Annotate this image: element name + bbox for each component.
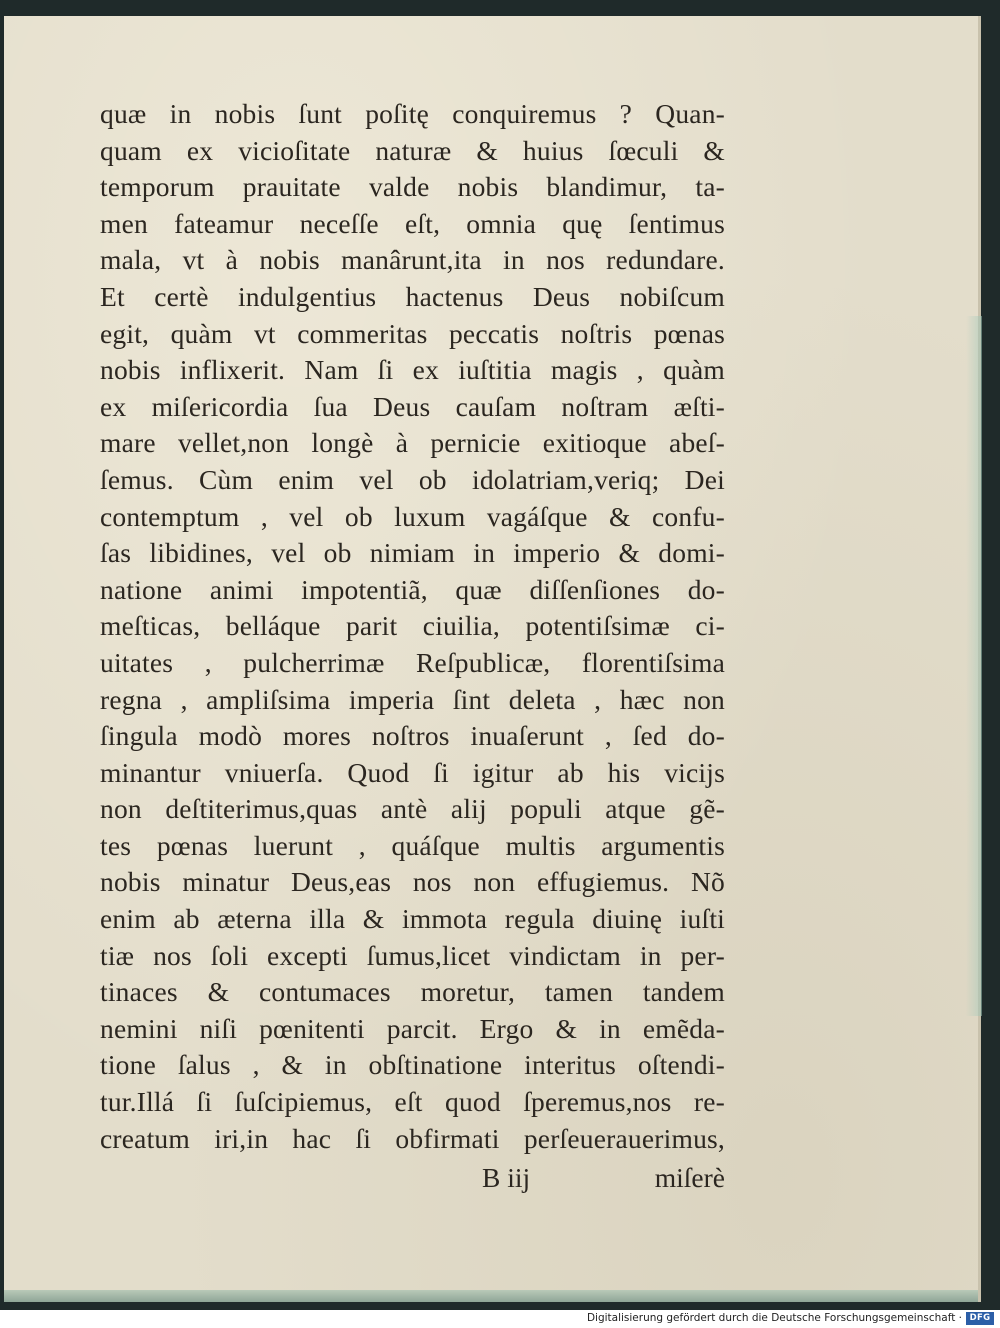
text-line: men fateamur neceſſe eſt, omnia quę ſentimus bbox=[100, 207, 725, 239]
text-line: mare vellet,non longè à pernicie exitioque abeſ- bbox=[100, 427, 725, 459]
text-line: nobis inflixerit. Nam ſi ex iuſtitia magis , quàm bbox=[100, 354, 725, 386]
text-line: contemptum , vel ob luxum vagáſque & confu- bbox=[100, 500, 725, 532]
text-line: ſemus. Cùm enim vel ob idolatriam,veriq; Dei bbox=[100, 463, 725, 495]
signature-mark: B iij bbox=[482, 1162, 531, 1193]
digitization-footer bbox=[0, 1310, 1000, 1328]
text-line: quæ in nobis ſunt poſitę conquiremus ? Quan- bbox=[100, 98, 725, 129]
text-line: nobis minatur Deus,eas nos non effugiemus. Nõ bbox=[100, 866, 725, 898]
text-line: tes pœnas luerunt , quáſque multis argumentis bbox=[100, 829, 725, 861]
text-line: ex miſericordia ſua Deus cauſam noſtram æſti- bbox=[100, 390, 725, 422]
text-line: ſas libidines, vel ob nimiam in imperio & domi- bbox=[100, 537, 725, 569]
text-line: natione animi impotentiã, quæ diſſenſiones do- bbox=[100, 573, 725, 605]
page-bottom-edge bbox=[4, 1290, 978, 1302]
text-line: non deſtiterimus,quas antè alij populi atque gẽ- bbox=[100, 793, 725, 825]
text-line: tur.Illá ſi ſuſcipiemus, eſt quod ſperemus,nos re- bbox=[100, 1086, 725, 1118]
page-edge-stain bbox=[966, 316, 982, 1016]
text-line: creatum iri,in hac ſi obfirmati perſeuerauerimus, bbox=[100, 1122, 725, 1154]
catchword: miſerè bbox=[654, 1162, 725, 1193]
body-text bbox=[100, 96, 725, 1157]
text-line: temporum prauitate valde nobis blandimur, ta- bbox=[100, 171, 725, 203]
text-line: quam ex vicioſitate naturæ & huius ſœculi & bbox=[100, 134, 725, 166]
funding-credit: Digitalisierung gefördert durch die Deutsche Forschungsgemeinschaft · bbox=[586, 1312, 962, 1324]
text-line: tiæ nos ſoli excepti ſumus,licet vindictam in per- bbox=[100, 939, 725, 971]
text-line: nemini niſi pœnitenti parcit. Ergo & in emẽda- bbox=[100, 1012, 725, 1044]
text-line: mala, vt à nobis manârunt,ita in nos redundare. bbox=[100, 244, 725, 276]
text-line: tione ſalus , & in obſtinatione interitus oſtendi- bbox=[100, 1049, 725, 1081]
dfg-logo: DFG bbox=[966, 1312, 994, 1325]
page-foot bbox=[100, 1162, 725, 1198]
text-line: meſticas, belláque parit ciuilia, potentiſsimæ ci- bbox=[100, 610, 725, 642]
text-line: egit, quàm vt commeritas peccatis noſtris pœnas bbox=[100, 317, 725, 349]
text-line: Et certè indulgentius hactenus Deus nobiſcum bbox=[100, 280, 725, 312]
text-line: tinaces & contumaces moretur, tamen tandem bbox=[100, 976, 725, 1008]
text-line: uitates , pulcherrimæ Reſpublicæ, florentiſsima bbox=[100, 646, 725, 678]
text-line: regna , ampliſsima imperia ſint deleta , hæc non bbox=[100, 683, 725, 715]
text-line: enim ab æterna illa & immota regula diuinę iuſti bbox=[100, 903, 725, 935]
text-line: ſingula modò mores noſtros inuaſerunt , ſed do- bbox=[100, 720, 725, 752]
text-line: minantur vniuerſa. Quod ſi igitur ab his vicijs bbox=[100, 756, 725, 788]
